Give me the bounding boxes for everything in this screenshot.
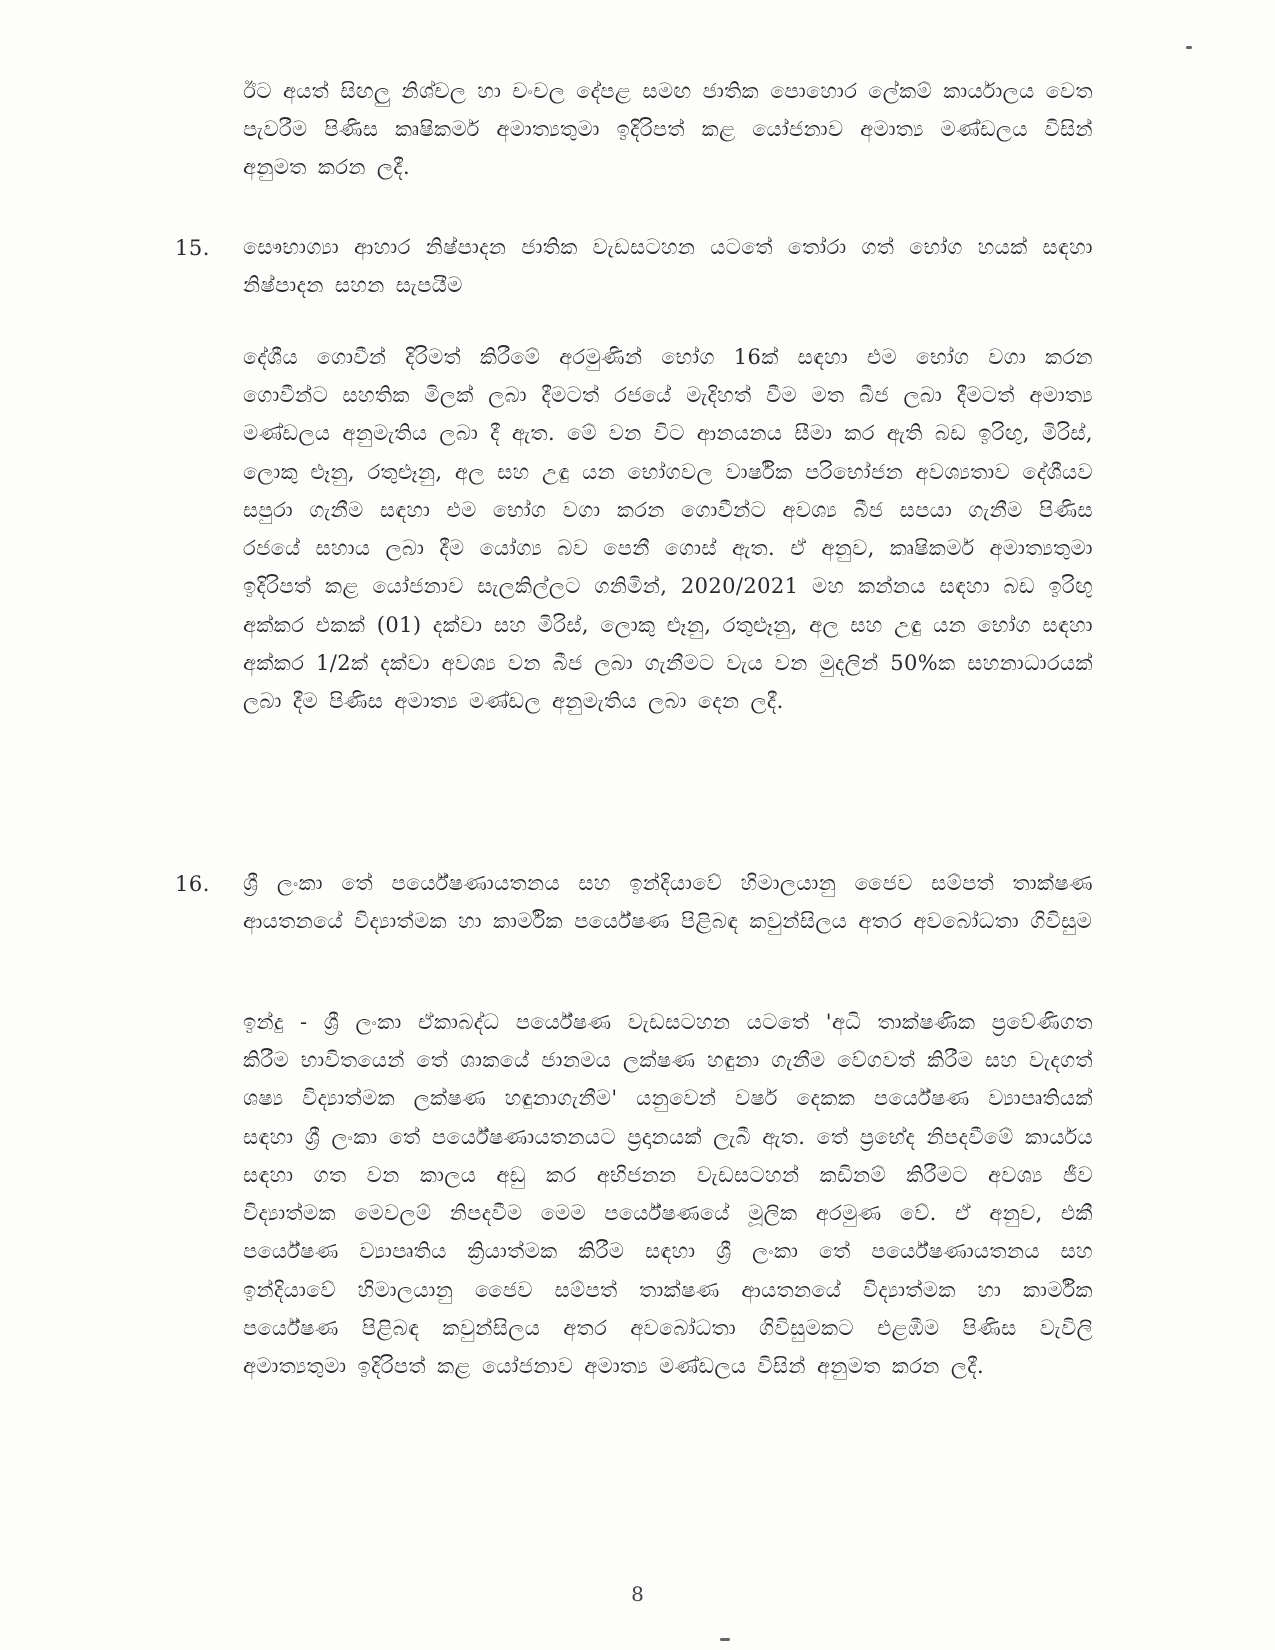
scan-speck [1186, 46, 1192, 49]
page-number: 8 [631, 1582, 644, 1606]
item-body-15: දේශීය ගොවීන් දිරිමත් කිරීමේ අරමුණින් භෝග 16ක් සඳහා එම භෝග වගා කරන ගොවීන්ට සහතික මිලක් ලබා දීමටත් රජයේ මැදිහත් වීම මත බීජ ලබා දීමටත් අමාත්‍ය මණ්ඩලය අනුමැතිය ලබා දී ඇත. මේ වන විට ආනයනය සීමා කර ඇති බඩ ඉරිඟු, මිරිස්, ලොකු ළූනු, රතුළූනු, අල සහ උඳු යන භෝගවල වාර්ෂික පරිභෝජන අවශ්‍යතාව දේශීයව සපුරා ගැනීම සඳහා එම භෝග වගා කරන ගොවීන්ට අවශ්‍ය බීජ සපයා ගැනීම පිණිස රජයේ සහාය ලබා දීම යෝග්‍ය බව පෙනී ගොස් ඇත. ඒ අනුව, කෘෂිකර්ම අමාත්‍යතුමා ඉදිරිපත් කළ යෝජනාව සැලකිල්ලට ගනිමින්, 2020/2021 මහ කන්නය සඳහා බඩ ඉරිඟු අක්කර එකක් (01) දක්වා සහ මිරිස්, ලොකු ළූනු, රතුළූනු, අල සහ උඳු යන භෝග සඳහා අක්කර 1/2ක් දක්වා අවශ්‍ය වන බීජ ලබා ගැනීමට වැය වන මුදලින් 50%ක සහනාධාරයක් ලබා දීම පිණිස අමාත්‍ය මණ්ඩල අනුමැතිය ලබා දෙන ලදී. [243, 345, 1093, 713]
item-body-16: ඉන්දු - ශ්‍රී ලංකා ඒකාබද්ධ පර්යේෂණ වැඩසටහන යටතේ 'අධි තාක්ෂණික ප්‍රවේණිගත කිරීම භාවිතයෙන් තේ ශාකයේ ජානමය ලක්ෂණ හඳුනා ගැනීම වේගවත් කිරීම සහ වැදගත් ශෂ්‍ය විද්‍යාත්මක ලක්ෂණ හඳුනාගැනීම' යනුවෙන් වර්ෂ දෙකක පර්යේෂණ ව්‍යාපෘතියක් සඳහා ශ්‍රී ලංකා තේ පර්යේෂණායතනයට ප්‍රදානයක් ලැබී ඇත. තේ ප්‍රභේද නිපදවීමේ කාර්යය සඳහා ගත වන කාලය අඩු කර අභිජනන වැඩසටහන් කඩිනම් කිරීමට අවශ්‍ය ජීව විද්‍යාත්මක මෙවලම් නිපදවීම මෙම පර්යේෂණයේ මූලික අරමුණ වේ. ඒ අනුව, එකී පර්යේෂණ ව්‍යාපෘතිය ක්‍රියාත්මක කිරීම සඳහා ශ්‍රී ලංකා තේ පර්යේෂණායතනය සහ ඉන්දියාවේ හිමාලයානු ජෛව සම්පත් තාක්ෂණ ආයතනයේ විද්‍යාත්මක හා කාර්මික පර්යේෂණ පිළිබඳ කවුන්සිලය අතර අවබෝධතා ගිවිසුමකට එළඹීම පිණිස වැවිලි අමාත්‍යතුමා ඉදිරිපත් කළ යෝජනාව අමාත්‍ය මණ්ඩලය විසින් අනුමත කරන ලදී. [243, 1010, 1093, 1378]
item-title-15: සෞභාග්‍යා ආහාර නිෂ්පාදන ජාතික වැඩසටහන යටතේ තෝරා ගත් භෝග හයක් සඳහා නිෂ්පාදන සහන සැපයීම [243, 235, 1093, 298]
item-title-16: ශ්‍රී ලංකා තේ පර්යේෂණායතනය සහ ඉන්දියාවේ හිමාලයානු ජෛව සම්පත් තාක්ෂණ ආයතනයේ විද්‍යාත්මක හා කාර්මික පර්යේෂණ පිළිබඳ කවුන්සිලය අතර අවබෝධතා ගිවිසුම [243, 871, 1093, 934]
intro-paragraph: ඊට අයත් සිඟලු නිශ්චල හා චංචල දේපළ සමඟ ජාතික පොහොර ලේකම් කාර්යාලය වෙත පැවරීම පිණිස කෘෂිකර්ම අමාත්‍යතුමා ඉදිරිපත් කළ යෝජනාව අමාත්‍ය මණ්ඩලය විසින් අනුමත කරන ලදී. [243, 79, 1093, 180]
item-number-16: 16. [175, 872, 210, 896]
item-number-15: 15. [175, 236, 210, 260]
scan-speck [720, 1638, 730, 1641]
